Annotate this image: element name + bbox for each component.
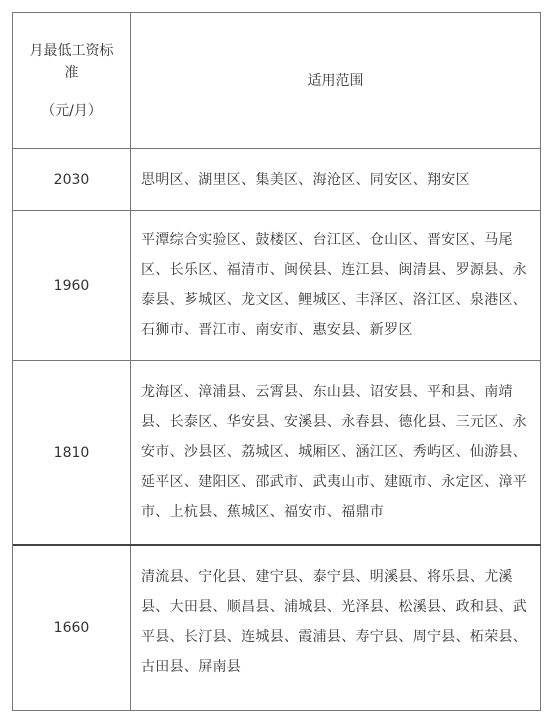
area-list: 思明区、湖里区、集美区、海沧区、同安区、翔安区 <box>141 171 470 188</box>
standard-cell <box>13 546 131 710</box>
table-row <box>13 361 541 546</box>
standard-value: 1960 <box>53 277 90 294</box>
area-cell <box>131 149 541 210</box>
header-standard-label-cont: 准 <box>64 64 79 81</box>
standard-cell <box>13 149 131 210</box>
area-list: 平潭综合实验区、鼓楼区、台江区、仓山区、晋安区、马尾区、长乐区、福清市、闽侯县、连江县、闽清县、罗源县、永泰县、芗城区、龙文区、鲤城区、丰泽区、洛江区、泉港区、石狮市、晋江市、南安市、惠安县、新罗区 <box>141 232 528 338</box>
table-row <box>13 546 541 711</box>
standard-value: 1810 <box>53 444 90 461</box>
area-list: 清流县、宁化县、建宁县、泰宁县、明溪县、将乐县、尤溪县、大田县、顺昌县、浦城县、光泽县、松溪县、政和县、武平县、长汀县、连城县、霞浦县、寿宁县、周宁县、柘荣县、古田县、屏南县 <box>141 569 528 675</box>
area-cell <box>131 361 541 544</box>
standard-value: 2030 <box>53 171 90 188</box>
area-list: 龙海区、漳浦县、云霄县、东山县、诏安县、平和县、南靖县、长泰区、华安县、安溪县、永春县、德化县、三元区、永安市、沙县区、荔城区、城厢区、涵江区、秀屿区、仙游县、延平区、建阳区、邵武市、武夷山市、建瓯市、永定区、漳平市、上杭县、蕉城区、福安市、福鼎市 <box>141 384 528 520</box>
minimum-wage-table <box>12 12 541 711</box>
table-header-row <box>13 13 541 149</box>
standard-value: 1660 <box>53 620 90 636</box>
area-cell <box>131 546 541 710</box>
header-area-cell <box>131 13 541 148</box>
header-area-label: 适用范围 <box>307 72 364 89</box>
standard-cell <box>13 211 131 360</box>
table-row <box>13 211 541 361</box>
header-standard-label: 月最低工资标 <box>29 42 114 59</box>
header-standard-cell <box>13 13 131 148</box>
area-cell <box>131 211 541 360</box>
table-row <box>13 149 541 211</box>
standard-cell <box>13 361 131 544</box>
header-standard-unit: （元/月） <box>41 102 102 119</box>
